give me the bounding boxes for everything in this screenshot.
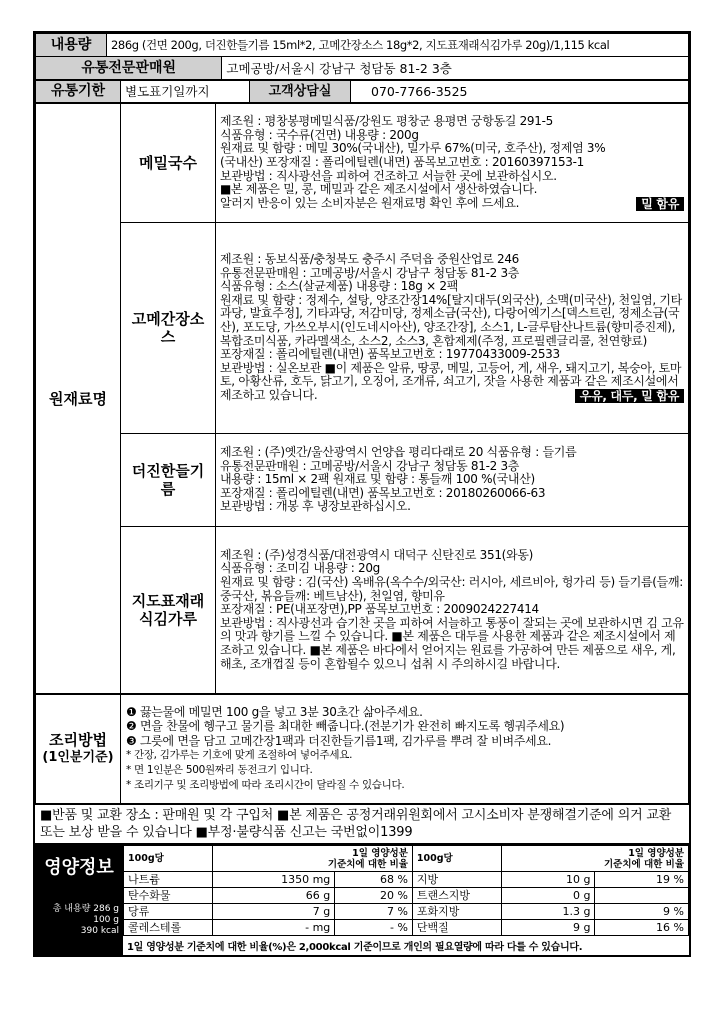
detail-line: 원재료 및 함량 : 김(국산) 옥배유(옥수수/외국산: 러시아, 세르비아, 헝가리 등) 들기름(들깨: 중국산, 볶음들깨: 베트남산), 천일염, 향미유 bbox=[220, 575, 683, 603]
nutrient-amount: 1350 mg bbox=[213, 872, 335, 888]
nutrient-dv: - % bbox=[335, 920, 413, 936]
detail-line: 제조원 : (주)옛간/울산광역시 언양읍 평리다래로 20 식품유형 : 들기름 bbox=[220, 445, 577, 460]
cooking-note: * 면 1인분은 500원짜리 동전크기 입니다. bbox=[126, 764, 313, 777]
col-dv-right: 1일 영양성분 기준치에 대한 비율 bbox=[501, 846, 688, 872]
nutrition-label-sheet bbox=[33, 31, 691, 957]
nutrient-name: 포화지방 bbox=[412, 904, 501, 920]
ingredient-detail bbox=[216, 434, 689, 527]
detail-line: 원재료 및 함량 : 정제수, 설탕, 양조간장14%[탈지대두(외국산), 소맥(미국산), 천일염, 기타과당, 발효주정], 기타과당, 저감미당, 정제소금(국산), 다랑어엑기스[덱스트린, 정제소금(국산), 포도당, 가쓰오부시(인도네시아산), 양조간장], 소스1, L-글루탐산나트륨(향미증진제), 복합조미식품, 카라멜색소, 소스2, 소스3, 혼합제제(주정, 프로필렌글리콜, 천연향료) bbox=[220, 292, 682, 348]
col-per-left: 100g당 bbox=[124, 846, 213, 872]
expiry-table bbox=[35, 80, 689, 103]
ingredient-name: 지도표재래식김가루 bbox=[121, 527, 216, 694]
detail-line: 식품유형 : 국수류(건면) 내용량 : 200g bbox=[220, 127, 419, 142]
ingredient-name: 메밀국수 bbox=[121, 104, 216, 223]
detail-line: 제조원 : 동보식품/충청북도 충주시 주덕읍 중원산업로 246 bbox=[220, 252, 520, 267]
detail-line: 유통전문판매원 : 고메공방/서울시 강남구 청담동 81-2 3층 bbox=[220, 265, 520, 280]
nutrient-name: 트랜스지방 bbox=[412, 888, 501, 904]
nutrition-panel bbox=[35, 844, 689, 955]
cooking-step: ❸ 그릇에 면을 담고 고메간장1팩과 더진한들기름1팩, 김가루를 뿌려 잘 비벼주세요. bbox=[126, 733, 552, 748]
nutrient-amount: 66 g bbox=[213, 888, 335, 904]
ingredients-label: 원재료명 bbox=[36, 104, 121, 694]
allergen-badge: 밀 함유 bbox=[636, 197, 684, 211]
nutrient-dv: 19 % bbox=[595, 872, 689, 888]
detail-line: (국내산) 포장재질 : 폴리에틸렌(내면) 품목보고번호 : 20160397153-1 bbox=[220, 155, 584, 169]
detail-line: 내용량 : 15ml × 2팩 원재료 및 함량 : 통들깨 100 %(국내산) bbox=[220, 472, 535, 487]
cs-value: 070-7766-3525 bbox=[351, 81, 689, 103]
nutrition-title: 영양정보 bbox=[44, 857, 114, 878]
nutrient-name: 나트륨 bbox=[124, 872, 213, 888]
nutrient-amount: 9 g bbox=[501, 920, 595, 936]
cooking-table bbox=[35, 694, 689, 804]
ingredient-detail bbox=[216, 223, 689, 434]
nutrient-dv: 9 % bbox=[595, 904, 689, 920]
nutrient-amount: 7 g bbox=[213, 904, 335, 920]
content-value: 286g (건면 200g, 더진한들기름 15ml*2, 고메간장소스 18g*2, 지도표재래식김가루 20g)/1,115 kcal bbox=[107, 34, 689, 57]
cooking-step: ❷ 면을 찬물에 헹구고 물기를 최대한 빼줍니다.(전분기가 완전히 빠지도록 헹궈주세요) bbox=[126, 719, 565, 734]
ingredient-detail bbox=[216, 104, 689, 223]
total-amount: 총 내용량 286 g bbox=[52, 904, 119, 914]
nutrient-amount: 1.3 g bbox=[501, 904, 595, 920]
cooking-title: 조리방법 bbox=[49, 731, 107, 749]
detail-line: 식품유형 : 소스(살균제품) 내용량 : 18g × 2팩 bbox=[220, 279, 459, 294]
detail-line: ■본 제품은 밀, 콩, 메밀과 같은 제조시설에서 생산하였습니다. bbox=[220, 182, 538, 197]
ingredients-table bbox=[35, 103, 689, 694]
top-info-table bbox=[35, 33, 689, 80]
ingredient-name: 더진한들기름 bbox=[121, 434, 216, 527]
allergen-badge: 우유, 대두, 밀 함유 bbox=[575, 389, 684, 403]
cs-label: 고객상담실 bbox=[250, 81, 351, 103]
detail-line: 보관방법 : 실온보관 ■이 제품은 알류, 땅콩, 메밀, 고등어, 게, 새우, 돼지고기, 복숭아, 토마토, 아황산류, 호두, 닭고기, 오징어, 조개류, 쇠고기, 잣을 사용한 제품과 같은 제조시설에서 제조하고 있습니다. bbox=[220, 360, 682, 402]
detail-line: 식품유형 : 조미김 내용량 : 20g bbox=[220, 561, 380, 576]
ingredient-detail bbox=[216, 527, 689, 694]
nutrition-table-area bbox=[123, 845, 689, 955]
cooking-note: * 조리기구 및 조리방법에 따라 조리시간이 달라질 수 있습니다. bbox=[126, 779, 405, 792]
nutrient-dv: 16 % bbox=[595, 920, 689, 936]
nutrient-name: 탄수화물 bbox=[124, 888, 213, 904]
nutrient-amount: - mg bbox=[213, 920, 335, 936]
detail-line: 포장재질 : 폴리에틸렌(내면) 품목보고번호 : 20180260066-63 bbox=[220, 485, 546, 500]
detail-line: 원재료 및 함량 : 메밀 30%(국내산), 밀가루 67%(미국, 호주산), 정제염 3% bbox=[220, 141, 606, 156]
cooking-label bbox=[36, 695, 121, 804]
expiry-value: 별도표기일까지 bbox=[121, 81, 250, 103]
cooking-step: ❶ 끓는물에 메밀면 100 g을 넣고 3분 30초간 삶아주세요. bbox=[126, 704, 423, 719]
detail-line: 보관방법 : 직사광선과 습기찬 곳을 피하여 서늘하고 통풍이 잘되는 곳에 보관하시면 김 고유의 맛과 향기를 느낄 수 있습니다. ■본 제품은 대두를 사용한 제품과 같은 제조시설에서 제조하고 있습니다. ■본 제품은 바다에서 얻어지는 원료를 가공하여 만든 제품으로 새우, 게, 해초, 조개껍질 등이 혼합될수 있으니 섭취 시 주의하시길 바랍니다. bbox=[220, 615, 684, 671]
per-amount: 100 g bbox=[93, 915, 119, 925]
cooking-note: * 간장, 김가루는 기호에 맞게 조절하여 넣어주세요. bbox=[126, 749, 353, 762]
nutrient-name: 단백질 bbox=[412, 920, 501, 936]
nutrient-name: 콜레스테롤 bbox=[124, 920, 213, 936]
nutrition-totals bbox=[53, 904, 119, 937]
cooking-subtitle: (1인분기준) bbox=[42, 750, 114, 765]
col-dv-left: 1일 영양성분 기준치에 대한 비율 bbox=[213, 846, 413, 872]
nutrient-dv: 7 % bbox=[335, 904, 413, 920]
detail-line: 유통전문판매원 : 고메공방/서울시 강남구 청담동 81-2 3층 bbox=[220, 458, 520, 473]
content-label: 내용량 bbox=[36, 34, 107, 57]
detail-line: 알러지 반응이 있는 소비자분은 원재료명 확인 후에 드세요. bbox=[220, 195, 520, 210]
nutrient-amount: 10 g bbox=[501, 872, 595, 888]
exchange-notice: ■반품 및 교환 장소 : 판매원 및 각 구입처 ■본 제품은 공정거래위원회에서 고시소비자 분쟁해결기준에 의거 교환 또는 보상 받을 수 있습니다 ■부정·불량식품 신고는 국번없이1399 bbox=[35, 804, 689, 844]
expiry-label: 유통기한 bbox=[36, 81, 121, 103]
nutrient-name: 지방 bbox=[412, 872, 501, 888]
nutrition-footnote: 1일 영양성분 기준치에 대한 비율(%)은 2,000kcal 기준이므로 개인의 필요열량에 따라 다를 수 있습니다. bbox=[127, 942, 583, 953]
detail-line: 포장재질 : PE(내포장면),PP 품목보고번호 : 2009024227414 bbox=[220, 602, 539, 617]
seller-label: 유통전문판매원 bbox=[36, 57, 222, 80]
nutrition-table bbox=[123, 845, 689, 936]
detail-line: 보관방법 : 직사광선을 피하여 건조하고 서늘한 곳에 보관하십시오. bbox=[220, 168, 557, 183]
detail-line: 제조원 : (주)성경식품/대전광역시 대덕구 신탄진로 351(와동) bbox=[220, 547, 534, 562]
detail-line: 보관방법 : 개봉 후 냉장보관하십시오. bbox=[220, 499, 411, 514]
kcal-value: 390 kcal bbox=[80, 926, 119, 936]
nutrition-title-block bbox=[35, 845, 123, 955]
nutrient-dv bbox=[595, 888, 689, 904]
nutrient-name: 당류 bbox=[124, 904, 213, 920]
nutrient-dv: 68 % bbox=[335, 872, 413, 888]
seller-value: 고메공방/서울시 강남구 청담동 81-2 3층 bbox=[222, 57, 689, 80]
detail-line: 포장재질 : 폴리에틸렌(내면) 품목보고번호 : 19770433009-2533 bbox=[220, 347, 560, 362]
cooking-steps bbox=[121, 695, 689, 804]
detail-line: 제조원 : 평창봉평메밀식품/강원도 평창군 용평면 궁항동길 291-5 bbox=[220, 114, 553, 129]
ingredient-name: 고메간장소스 bbox=[121, 223, 216, 434]
nutrient-dv: 20 % bbox=[335, 888, 413, 904]
nutrient-amount: 0 g bbox=[501, 888, 595, 904]
col-per-right: 100g당 bbox=[412, 846, 501, 872]
